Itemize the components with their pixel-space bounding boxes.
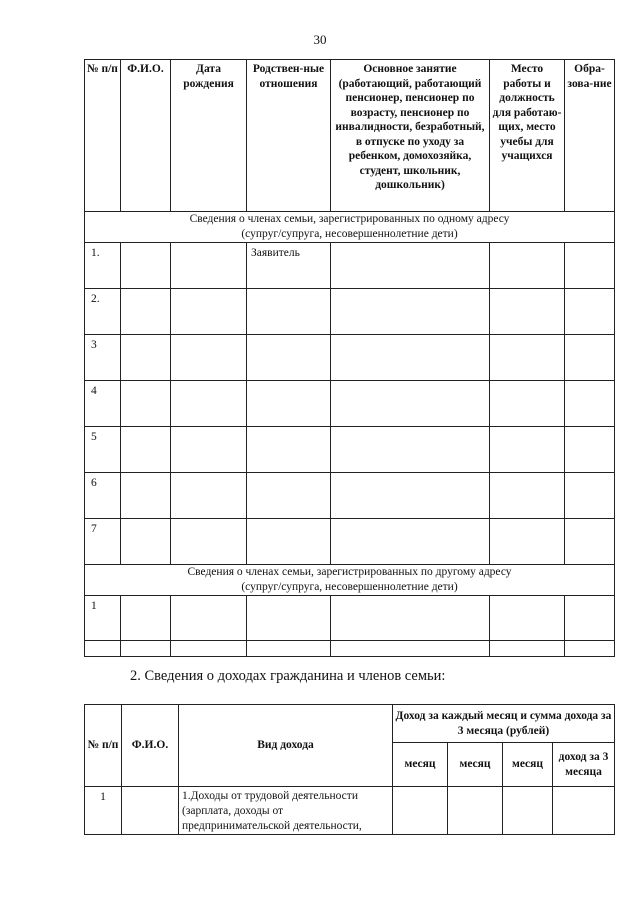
row-number-cell[interactable]: 1 bbox=[85, 787, 122, 835]
education-cell[interactable] bbox=[565, 243, 615, 289]
table-row bbox=[85, 427, 615, 473]
name-cell[interactable] bbox=[122, 787, 179, 835]
birth-date-cell[interactable] bbox=[171, 473, 247, 519]
workplace-cell[interactable] bbox=[490, 289, 565, 335]
workplace-cell[interactable] bbox=[490, 596, 565, 641]
section1-rows bbox=[85, 243, 615, 565]
workplace-cell[interactable] bbox=[490, 427, 565, 473]
table-cell[interactable] bbox=[490, 641, 565, 657]
occupation-cell[interactable] bbox=[331, 427, 490, 473]
name-cell[interactable] bbox=[121, 381, 171, 427]
birth-date-cell[interactable] bbox=[171, 427, 247, 473]
row-number-cell[interactable]: 4 bbox=[85, 381, 121, 427]
relation-cell[interactable] bbox=[247, 596, 331, 641]
workplace-cell[interactable] bbox=[490, 519, 565, 565]
education-cell[interactable] bbox=[565, 427, 615, 473]
relation-cell[interactable] bbox=[247, 473, 331, 519]
workplace-cell[interactable] bbox=[490, 473, 565, 519]
table-row bbox=[85, 243, 615, 289]
education-cell[interactable] bbox=[565, 596, 615, 641]
occupation-cell[interactable] bbox=[331, 473, 490, 519]
row-number-cell[interactable]: 2. bbox=[85, 289, 121, 335]
workplace-cell[interactable] bbox=[490, 381, 565, 427]
name-cell[interactable] bbox=[121, 335, 171, 381]
col-header-education: Обра-зова-ние bbox=[565, 60, 615, 212]
col-header-num: № п/п bbox=[85, 60, 121, 212]
relation-cell[interactable] bbox=[247, 289, 331, 335]
birth-date-cell[interactable] bbox=[171, 289, 247, 335]
occupation-cell[interactable] bbox=[331, 335, 490, 381]
occupation-cell[interactable] bbox=[331, 596, 490, 641]
education-cell[interactable] bbox=[565, 289, 615, 335]
month-2-cell[interactable] bbox=[448, 787, 503, 835]
income-table bbox=[84, 704, 615, 835]
name-cell[interactable] bbox=[121, 243, 171, 289]
family-table-header-row bbox=[85, 60, 615, 212]
table-cell[interactable] bbox=[247, 641, 331, 657]
section-row-other-address bbox=[85, 565, 615, 596]
section2-rows bbox=[85, 596, 615, 641]
name-cell[interactable] bbox=[121, 427, 171, 473]
table-cell[interactable] bbox=[565, 641, 615, 657]
income-col-header-num: № п/п bbox=[85, 705, 122, 787]
table-row bbox=[85, 787, 615, 835]
relation-cell[interactable] bbox=[247, 335, 331, 381]
income-type-cell[interactable]: 1.Доходы от трудовой деятельности (зарплата, доходы от предпринимательской деятельности, bbox=[179, 787, 393, 835]
income-col-header-month-3: месяц bbox=[503, 743, 553, 787]
income-rows bbox=[85, 787, 615, 835]
row-number-cell[interactable]: 1. bbox=[85, 243, 121, 289]
col-header-name: Ф.И.О. bbox=[121, 60, 171, 212]
education-cell[interactable] bbox=[565, 335, 615, 381]
row-number-cell[interactable]: 1 bbox=[85, 596, 121, 641]
birth-date-cell[interactable] bbox=[171, 596, 247, 641]
row-number-cell[interactable]: 6 bbox=[85, 473, 121, 519]
table-cell[interactable] bbox=[85, 641, 121, 657]
education-cell[interactable] bbox=[565, 519, 615, 565]
income-col-header-name: Ф.И.О. bbox=[122, 705, 179, 787]
row-number-cell[interactable]: 3 bbox=[85, 335, 121, 381]
name-cell[interactable] bbox=[121, 519, 171, 565]
birth-date-cell[interactable] bbox=[171, 243, 247, 289]
col-header-workplace: Место работы и должность для работаю-щих, место учебы для учащихся bbox=[490, 60, 565, 212]
section-heading-other-address bbox=[85, 565, 615, 596]
col-header-occupation: Основное занятие (работающий, работающий пенсионер, пенсионер по возрасту, пенсионер по инвалидности, безработный, в отпуске по уходу за ребенком, домохозяйка, студент, школьник, дошкольник) bbox=[331, 60, 490, 212]
row-number-cell[interactable]: 5 bbox=[85, 427, 121, 473]
birth-date-cell[interactable] bbox=[171, 381, 247, 427]
section-row-same-address bbox=[85, 212, 615, 243]
table-row-empty bbox=[85, 641, 615, 657]
table-cell[interactable] bbox=[171, 641, 247, 657]
table-row bbox=[85, 381, 615, 427]
section-heading-line: (супруг/супруга, несовершеннолетние дети) bbox=[241, 581, 458, 593]
month-3-cell[interactable] bbox=[503, 787, 553, 835]
income-col-header-total: доход за 3 месяца bbox=[553, 743, 615, 787]
birth-date-cell[interactable] bbox=[171, 335, 247, 381]
workplace-cell[interactable] bbox=[490, 335, 565, 381]
name-cell[interactable] bbox=[121, 473, 171, 519]
name-cell[interactable] bbox=[121, 289, 171, 335]
section-heading-same-address bbox=[85, 212, 615, 243]
section-heading-line: Сведения о членах семьи, зарегистрированных по другому адресу bbox=[187, 566, 512, 578]
relation-cell[interactable] bbox=[247, 427, 331, 473]
occupation-cell[interactable] bbox=[331, 243, 490, 289]
education-cell[interactable] bbox=[565, 381, 615, 427]
relation-cell[interactable] bbox=[247, 381, 331, 427]
relation-cell[interactable] bbox=[247, 519, 331, 565]
workplace-cell[interactable] bbox=[490, 243, 565, 289]
income-header-row-1 bbox=[85, 705, 615, 743]
income-col-header-month-1: месяц bbox=[393, 743, 448, 787]
occupation-cell[interactable] bbox=[331, 519, 490, 565]
month-1-cell[interactable] bbox=[393, 787, 448, 835]
section-heading-line: Сведения о членах семьи, зарегистрированных по одному адресу bbox=[189, 213, 510, 225]
total-cell[interactable] bbox=[553, 787, 615, 835]
table-row bbox=[85, 596, 615, 641]
income-section-title: 2. Сведения о доходах гражданина и членов семьи: bbox=[130, 668, 446, 684]
birth-date-cell[interactable] bbox=[171, 519, 247, 565]
table-row bbox=[85, 519, 615, 565]
table-row bbox=[85, 473, 615, 519]
income-col-header-group: Доход за каждый месяц и сумма дохода за 3 месяца (рублей) bbox=[393, 705, 615, 743]
income-col-header-month-2: месяц bbox=[448, 743, 503, 787]
income-col-header-type: Вид дохода bbox=[179, 705, 393, 787]
relation-cell[interactable]: Заявитель bbox=[247, 243, 331, 289]
table-cell[interactable] bbox=[331, 641, 490, 657]
family-members-table bbox=[84, 59, 615, 657]
row-number-cell[interactable]: 7 bbox=[85, 519, 121, 565]
occupation-cell[interactable] bbox=[331, 381, 490, 427]
col-header-relation: Родствен-ные отношения bbox=[247, 60, 331, 212]
occupation-cell[interactable] bbox=[331, 289, 490, 335]
table-cell[interactable] bbox=[121, 641, 171, 657]
col-header-birth-date: Дата рождения bbox=[171, 60, 247, 212]
name-cell[interactable] bbox=[121, 596, 171, 641]
section-heading-line: (супруг/супруга, несовершеннолетние дети) bbox=[241, 228, 458, 240]
table-row bbox=[85, 335, 615, 381]
table-row bbox=[85, 289, 615, 335]
education-cell[interactable] bbox=[565, 473, 615, 519]
page-number: 30 bbox=[313, 32, 327, 47]
